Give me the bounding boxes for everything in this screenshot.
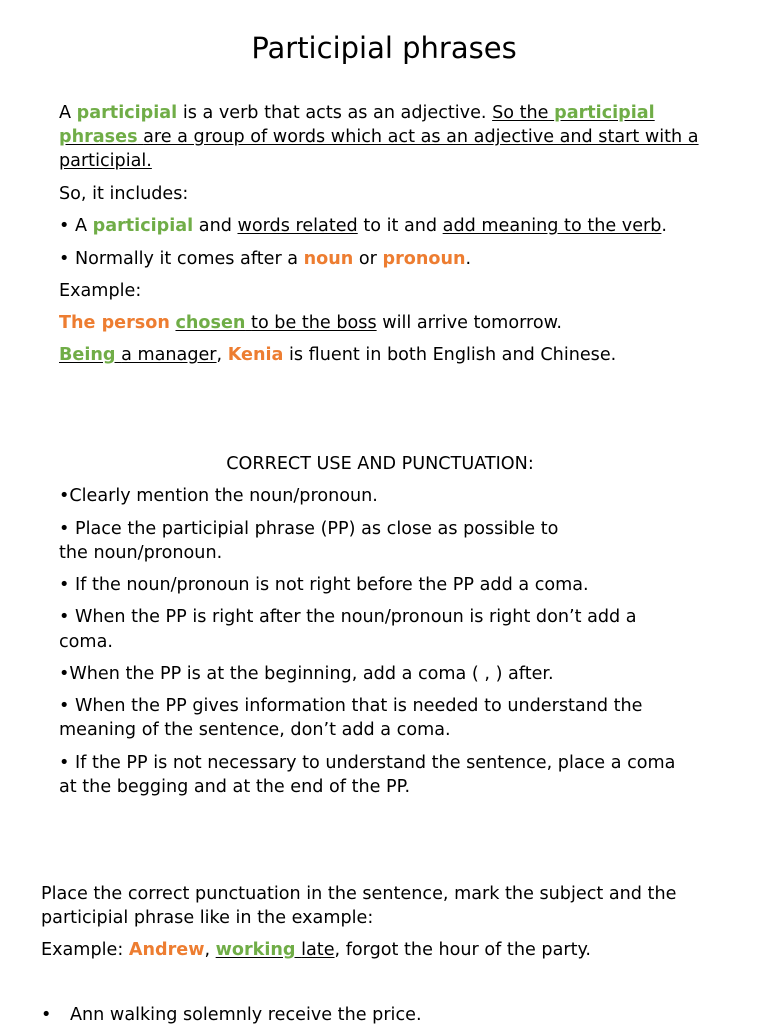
participle-highlight: Being: [59, 345, 116, 365]
rule-item: • Place the participial phrase (PP) as close as possible to: [59, 519, 559, 539]
exercise-item-bullet: •: [41, 1005, 52, 1025]
subject-highlight: Andrew: [128, 940, 205, 960]
subject-highlight: Kenia: [227, 345, 284, 365]
example-label: Example:: [59, 281, 142, 301]
includes-label: So, it includes:: [59, 184, 189, 204]
subject-highlight: The person: [59, 313, 170, 333]
definition-line-3: [59, 151, 152, 171]
participle-highlight: chosen: [175, 313, 246, 333]
underlined-so-the: So the participial: [492, 103, 655, 123]
rule-item: • When the PP gives information that is needed to understand the: [59, 696, 643, 716]
rule-item-continuation: coma.: [59, 632, 113, 652]
rule-item-continuation: meaning of the sentence, don’t add a coma.: [59, 720, 451, 740]
keyword-participial: participial: [92, 216, 194, 236]
bullet-noun-pronoun: • Normally it comes after a noun or pronoun.: [59, 249, 472, 269]
exercise-example: Example: Andrew, working late, forgot the hour of the party.: [41, 940, 591, 960]
underlined-definition: phrases are a group of words which act as an adjective and start with a: [59, 127, 699, 147]
participle-highlight: working: [215, 940, 296, 960]
rule-item: • If the noun/pronoun is not right before the PP add a coma.: [59, 575, 589, 595]
exercise-instruction-2: participial phrase like in the example:: [41, 908, 374, 928]
underlined-participial: participial.: [59, 151, 152, 171]
keyword-noun: noun: [303, 249, 354, 269]
keyword-participial: participial: [554, 103, 655, 123]
participial-phrase-underlined: Being a manager: [59, 345, 217, 365]
rule-item-continuation: the noun/pronoun.: [59, 543, 223, 563]
example-sentence-1: The person chosen to be the boss will arrive tomorrow.: [59, 313, 562, 333]
exercise-item: Ann walking solemnly receive the price.: [70, 1005, 422, 1025]
underlined-add-meaning: add meaning to the verb: [442, 216, 662, 236]
definition-line-2: [59, 127, 699, 147]
page-title: Participial phrases: [251, 31, 517, 65]
rule-item: •Clearly mention the noun/pronoun.: [59, 486, 378, 506]
rule-item: • When the PP is right after the noun/pronoun is right don’t add a: [59, 607, 637, 627]
keyword-pronoun: pronoun: [382, 249, 466, 269]
rule-item: • If the PP is not necessary to understand the sentence, place a coma: [59, 753, 676, 773]
definition-line-1: [59, 103, 655, 123]
exercise-instruction-1: Place the correct punctuation in the sentence, mark the subject and the: [41, 884, 677, 904]
rules-heading: CORRECT USE AND PUNCTUATION:: [226, 454, 534, 474]
keyword-participial: participial: [76, 103, 178, 123]
underlined-words-related: words related: [237, 216, 358, 236]
rule-item-continuation: at the begging and at the end of the PP.: [59, 777, 411, 797]
text: is a verb that acts as an adjective.: [182, 103, 487, 123]
example-sentence-2: Being a manager, Kenia is fluent in both English and Chinese.: [59, 345, 617, 365]
participial-phrase-underlined: working late: [215, 940, 335, 960]
text: A: [59, 103, 72, 123]
participial-phrase-underlined: chosen to be the boss: [175, 313, 377, 333]
rule-item: •When the PP is at the beginning, add a coma ( , ) after.: [59, 664, 554, 684]
bullet-participial-and-words: • A participial and words related to it and add meaning to the verb.: [59, 216, 668, 236]
keyword-phrases: phrases: [59, 127, 138, 147]
